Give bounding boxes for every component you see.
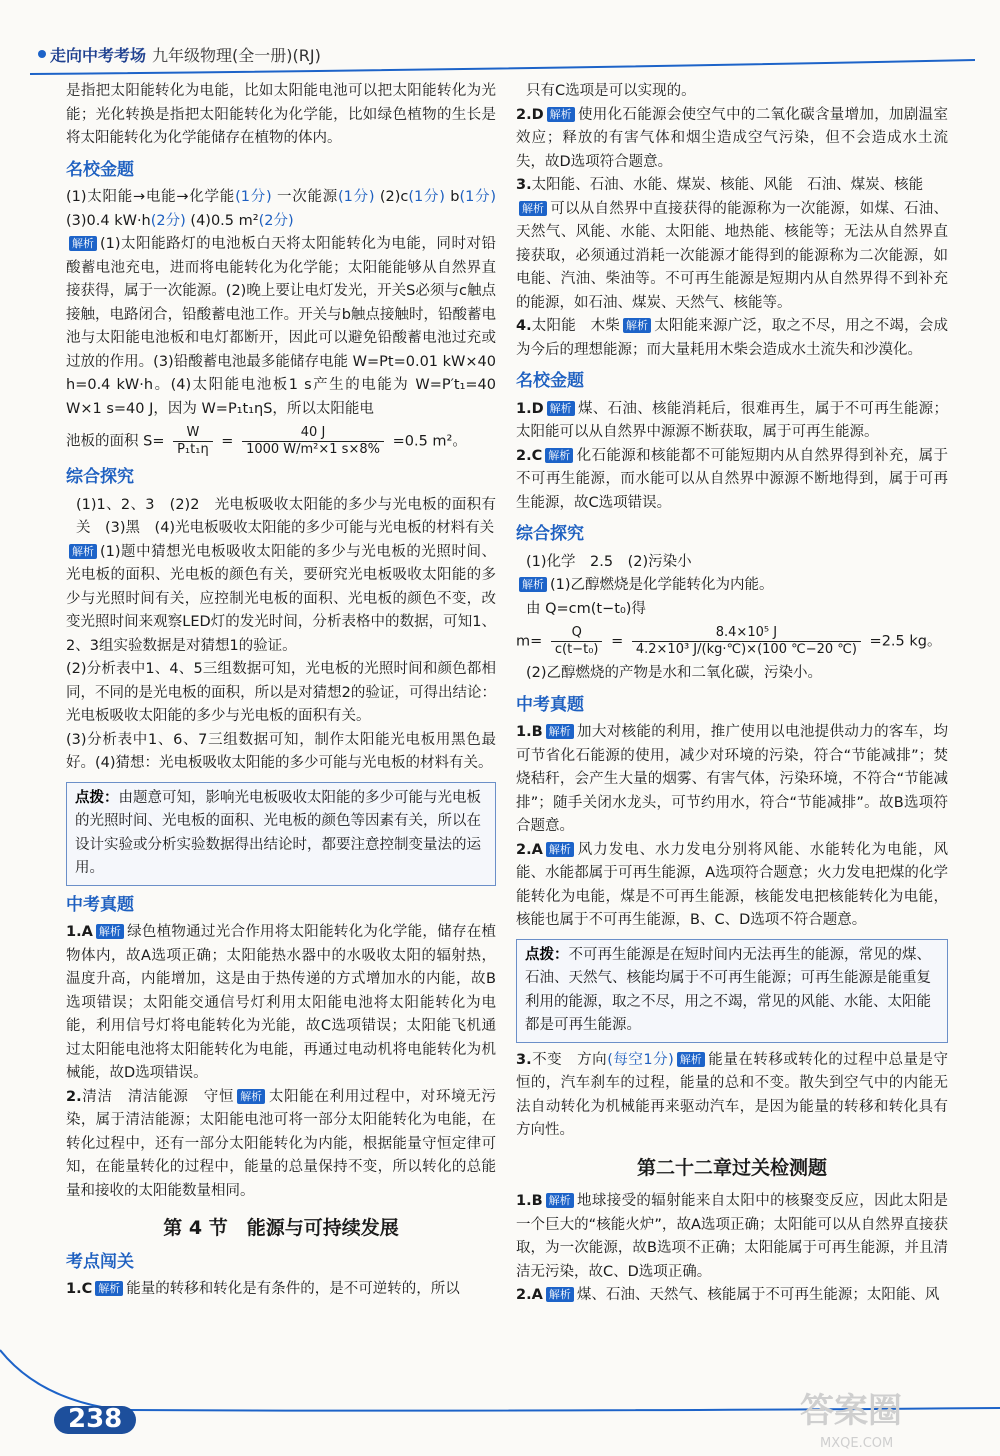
numerator: W [173,425,213,442]
question-item [516,721,948,839]
question-number: 2.C [516,447,543,464]
section-title-mingxiao: 名校金题 [516,371,584,391]
analysis-tag: 解析 [519,201,547,216]
question-number: 1.A [66,924,93,940]
question-item [66,1086,496,1204]
question-number: 1.D [516,400,544,417]
question-number: 1.B [516,1193,543,1209]
intro-paragraph: 是指把太阳能转化为电能，比如太阳能电池可以把太阳能转化为光能；光化转换是指把太阳能转化为化学能，比如绿色植物的生长是将太阳能转化为化学能储存在植物的体内。 [66,83,496,146]
analysis-tag: 解析 [547,401,575,416]
question-number: 2.A [516,841,543,858]
denominator: P₁t₁η [177,442,209,457]
header-title [50,44,321,68]
formula-mass [516,625,948,658]
analysis-tag: 解析 [546,842,574,857]
formula-intro: 由 Q=cm(t−t₀)得 [526,600,646,617]
tip-box [66,782,496,886]
numerator: 40 J [242,425,384,442]
watermark-logo: 答案圈 [800,1391,902,1431]
formula-text: m= [516,633,543,650]
tip-text: 由题意可知，影响光电板吸收太阳能的多少可能与光电板的光照时间、光电板的面积、光电板的颜色等因素有关，所以在设计实验或分析实验数据得出结论时，都要注意控制变量法的运用。 [75,789,481,876]
answer-text: (3)0.4 kW·h [66,212,151,229]
page-header [0,0,1000,80]
header-dot-icon [38,50,46,58]
answer-text: 太阳能、石油、水能、煤炭、核能、风能 石油、煤炭、核能 [531,177,924,193]
analysis-tag: 解析 [237,1089,265,1104]
tip-box [516,939,948,1043]
watermark-url: MXQE.COM [820,1436,894,1451]
score: (每空1分) [607,1051,674,1068]
question-item [516,1284,948,1308]
question-text: 煤、石油、天然气、核能属于不可再生能源；太阳能、风 [576,1287,940,1303]
section-title-mingxiao: 名校金题 [66,159,134,180]
question-number: 3. [516,1051,532,1068]
answer-text: 不变 方向 [531,1051,608,1068]
question-number: 2. [66,1088,82,1105]
explanation [66,233,496,421]
book-title: 走向中考考场 [50,46,147,65]
answer-line [66,186,496,233]
score: (1分) [337,189,375,205]
fraction [242,425,384,458]
analysis-tag: 解析 [547,107,575,122]
explanation-text: (1)太阳能路灯的电池板白天将太阳能转化为电能，同时对铅酸蓄电池充电，进而将电能转化为化学能；太阳能能够从自然界直接获得，属于一次能源。(2)晚上要让电灯发光，开关S必须与c触点接触，电路闭合，铅酸蓄电池工作。开关与b触点接触时，铅酸蓄电池与太阳能电池板和电灯都断开，因此可以避免铅酸蓄电池过充或过放的作用。(3)铅酸蓄电池最多能储存电能 W=Pt=0.01 kW×40 h=0.4 kW·h。(4)太阳能电池板1 s产生的电能为 W=P′t₁=40 W×1 s=40 J，因为 W=P₁t₁ηS，所以太阳能电 [66,236,496,417]
formula-text: =0.5 m²。 [392,433,467,450]
question-text: 风力发电、水力发电分别将风能、水能转化为电能，风能、水能都属于可再生能源，A选项符合题意；火力发电把煤的化学能转化为电能，煤是不可再生能源，核能发电把核能转化为电能，核能也属于不可再生能源，B、C、D选项不符合题意。 [516,841,948,928]
analysis-tag: 解析 [546,1287,574,1302]
fraction [632,625,861,658]
chapter-heading: 第二十二章过关检测题 [636,1156,827,1179]
continued-text: 只有C选项是可以实现的。 [526,83,696,99]
fraction [551,625,603,658]
question-number: 1.C [66,1281,93,1297]
question-number: 3. [516,177,532,193]
analysis-tag: 解析 [545,448,573,463]
equals: = [611,633,624,650]
numerator: 8.4×10⁵ J [632,625,861,642]
answer-text: b [450,189,460,205]
score: (2分) [150,212,186,229]
formula-text: =2.5 kg。 [869,633,942,650]
left-column [66,80,496,1302]
question-item [516,104,948,175]
analysis-tag: 解析 [677,1052,705,1067]
question-item [66,1278,496,1302]
book-subtitle: 九年级物理(全一册)(RJ) [152,46,321,65]
answer-line: (1)化学 2.5 (2)污染小 [526,553,692,570]
question-number: 4. [516,318,532,334]
question-text: 煤、石油、核能消耗后，很难再生，属于不可再生能源；太阳能可以从自然界中源源不断获取，属于可再生能源。 [516,400,948,440]
formula-text: 池板的面积 S= [66,433,165,450]
analysis-tag: 解析 [623,318,651,333]
section-title-zonghe: 综合探究 [516,524,584,544]
header-curve [0,0,1000,80]
fraction [173,425,213,458]
section-title-zhongkao: 中考真题 [66,894,134,915]
denominator: c(t−t₀) [554,642,599,657]
explanation: (2)乙醇燃烧的产物是水和二氧化碳，污染小。 [526,665,823,681]
tip-label: 点拨： [525,946,569,963]
question-item [516,1190,948,1284]
question-text: 地球接受的辐射能来自太阳中的核聚变反应，因此太阳是一个巨大的“核能火炉”，故A选项正确；太阳能可以从自然界直接获取，为一次能源，故B选项不正确；太阳能属于可再生能源，并且清洁无污染，故C、D选项正确。 [516,1193,948,1280]
answer-text: 一次能源 [276,189,338,205]
analysis-tag: 解析 [519,577,547,592]
question-item [66,921,496,1086]
answer-text: (4)0.5 m² [190,212,259,229]
formula-area [66,425,496,458]
section-title-zhongkao: 中考真题 [516,694,584,715]
answer-text: (2)c [379,189,409,205]
right-column [516,80,948,1308]
analysis-tag: 解析 [95,1281,123,1296]
tip-label: 点拨： [75,789,119,806]
question-item [516,174,948,198]
section-title-kaodian: 考点闯关 [66,1251,134,1272]
explanation [66,541,496,659]
question-number: 2.D [516,106,544,123]
question-item [516,315,948,362]
analysis-tag: 解析 [546,1193,574,1208]
tip-text: 不可再生能源是在短时间内无法再生的能源，常见的煤、石油、天然气、核能均属于不可再生能源；可再生能源是能重复利用的能源，取之不尽，用之不竭，常见的风能、水能、太阳能都是可再生能源。 [525,946,931,1033]
analysis-tag: 解析 [69,236,97,251]
numerator: Q [551,625,603,642]
answer-line: (1)1、2、3 (2)2 光电板吸收太阳能的多少与光电板的面积有关 (3)黑 (4)光电板吸收太阳能的多少可能与光电板的材料有关 [76,496,496,536]
question-text: 能量的转移和转化是有条件的，是不可逆转的，所以 [126,1281,460,1297]
question-item [516,445,948,516]
question-text: 化石能源和核能都不可能短期内从自然界得到补充，属于不可再生能源，而水能可以从自然界中源源不断地得到，属于可再生能源，故C选项错误。 [516,447,948,511]
question-text: 加大对核能的利用，推广使用以电池提供动力的客车，均可节省化石能源的使用，减少对环境的污染，符合“节能减排”；焚烧秸秆，会产生大量的烟雾、有害气体，污染环境，不符合“节能减排”；随手关闭水龙头，可节约用水，符合“节能减排”。故B选项符合题意。 [516,724,948,834]
question-text: 太阳能来源广泛，取之不尽，用之不竭，会成为今后的理想能源；而大量耗用木柴会造成水土流失和沙漠化。 [516,318,949,358]
section-title-zonghe: 综合探究 [66,467,134,487]
question-item [516,1049,948,1143]
explanation [516,198,948,316]
score: (2分) [258,212,294,229]
answer-text: 清洁 清洁能源 守恒 [81,1088,235,1105]
question-item [516,839,948,933]
question-number: 2.A [516,1287,543,1303]
score: (1分) [408,189,445,205]
explanation-text: 可以从自然界中直接获得的能源称为一次能源，如煤、石油、天然气、风能、水能、太阳能、地热能、核能等；无法从自然界直接获取，必须通过消耗一次能源才能得到的能源称为二次能源，如电能、汽油、柴油等。不可再生能源是短期内从自然界得不到补充的能源，如石油、煤炭、天然气、核能等。 [516,200,948,311]
question-text: 使用化石能源会使空气中的二氧化碳含量增加，加剧温室效应；释放的有害气体和烟尘造成空气污染，但不会造成水土流失，故D选项符合题意。 [516,106,948,170]
denominator: 1000 W/m²×1 s×8% [246,442,380,457]
answer-text: (1)太阳能→电能→化学能 [66,189,236,205]
question-text: 能量在转移或转化的过程中总量是守恒的，汽车刹车的过程，能量的总和不变。散失到空气中的内能无法自动转化为机械能再来驱动汽车，是因为能量的转移和转化具有方向性。 [516,1051,948,1138]
question-text: 太阳能在利用过程中，对环境无污染，属于清洁能源；太阳能电池可将一部分太阳能转化为电能，在转化过程中，还有一部分太阳能转化为内能，根据能量守恒定律可知，在能量转化的过程中，能量的总量保持不变，所以转化的总能量和接收的太阳能数量相同。 [66,1088,497,1199]
denominator: 4.2×10³ J/(kg·℃)×(100 ℃−20 ℃) [635,642,857,657]
explanation-text: (1)题中猜想光电板吸收太阳能的多少与光电板的光照时间、光电板的面积、光电板的颜色有关，要研究光电板吸收太阳能的多少与光照时间有关，应控制光电板的面积、光电板的颜色不变，改变光照时间来观察LED灯的发光时间，分析表格中的数据，可知1、2、3组实验数据是对猜想1的验证。 [66,543,496,654]
answer-text: 太阳能 木柴 [531,318,621,334]
score: (1分) [459,189,497,205]
explanation [516,574,948,598]
page-number: 238 [54,1406,136,1434]
question-text: 绿色植物通过光合作用将太阳能转化为化学能，储存在植物体内，故A选项正确；太阳能热水器中的水吸收太阳的辐射热，温度升高，内能增加，这是由于热传递的方式增加水的内能，故B选项错误；太阳能交通信号灯利用太阳能电池将太阳能转化为电能，利用信号灯将电能转化为光能，故C选项错误；太阳能飞机通过太阳能电池将太阳能转化为电能，再通过电动机将电能转化为机械能，故D选项错误。 [66,924,496,1081]
explanation-text: (1)乙醇燃烧是化学能转化为内能。 [550,577,774,593]
section-heading: 第 4 节 能源与可持续发展 [163,1217,399,1239]
explanation: (3)分析表中1、6、7三组数据可知，制作太阳能光电板用黑色最好。(4)猜想：光电板吸收太阳能的多少可能与光电板的材料有关。 [66,731,496,771]
question-number: 1.B [516,724,543,740]
analysis-tag: 解析 [96,924,124,939]
analysis-tag: 解析 [69,544,97,559]
score: (1分) [235,189,272,205]
equals: = [221,433,234,450]
question-item [516,398,948,445]
explanation: (2)分析表中1、4、5三组数据可知，光电板的光照时间和颜色都相同，不同的是光电板的面积，所以是对猜想2的验证，可得出结论：光电板吸收太阳能的多少与光电板的面积有关。 [66,661,496,724]
analysis-tag: 解析 [546,724,574,739]
